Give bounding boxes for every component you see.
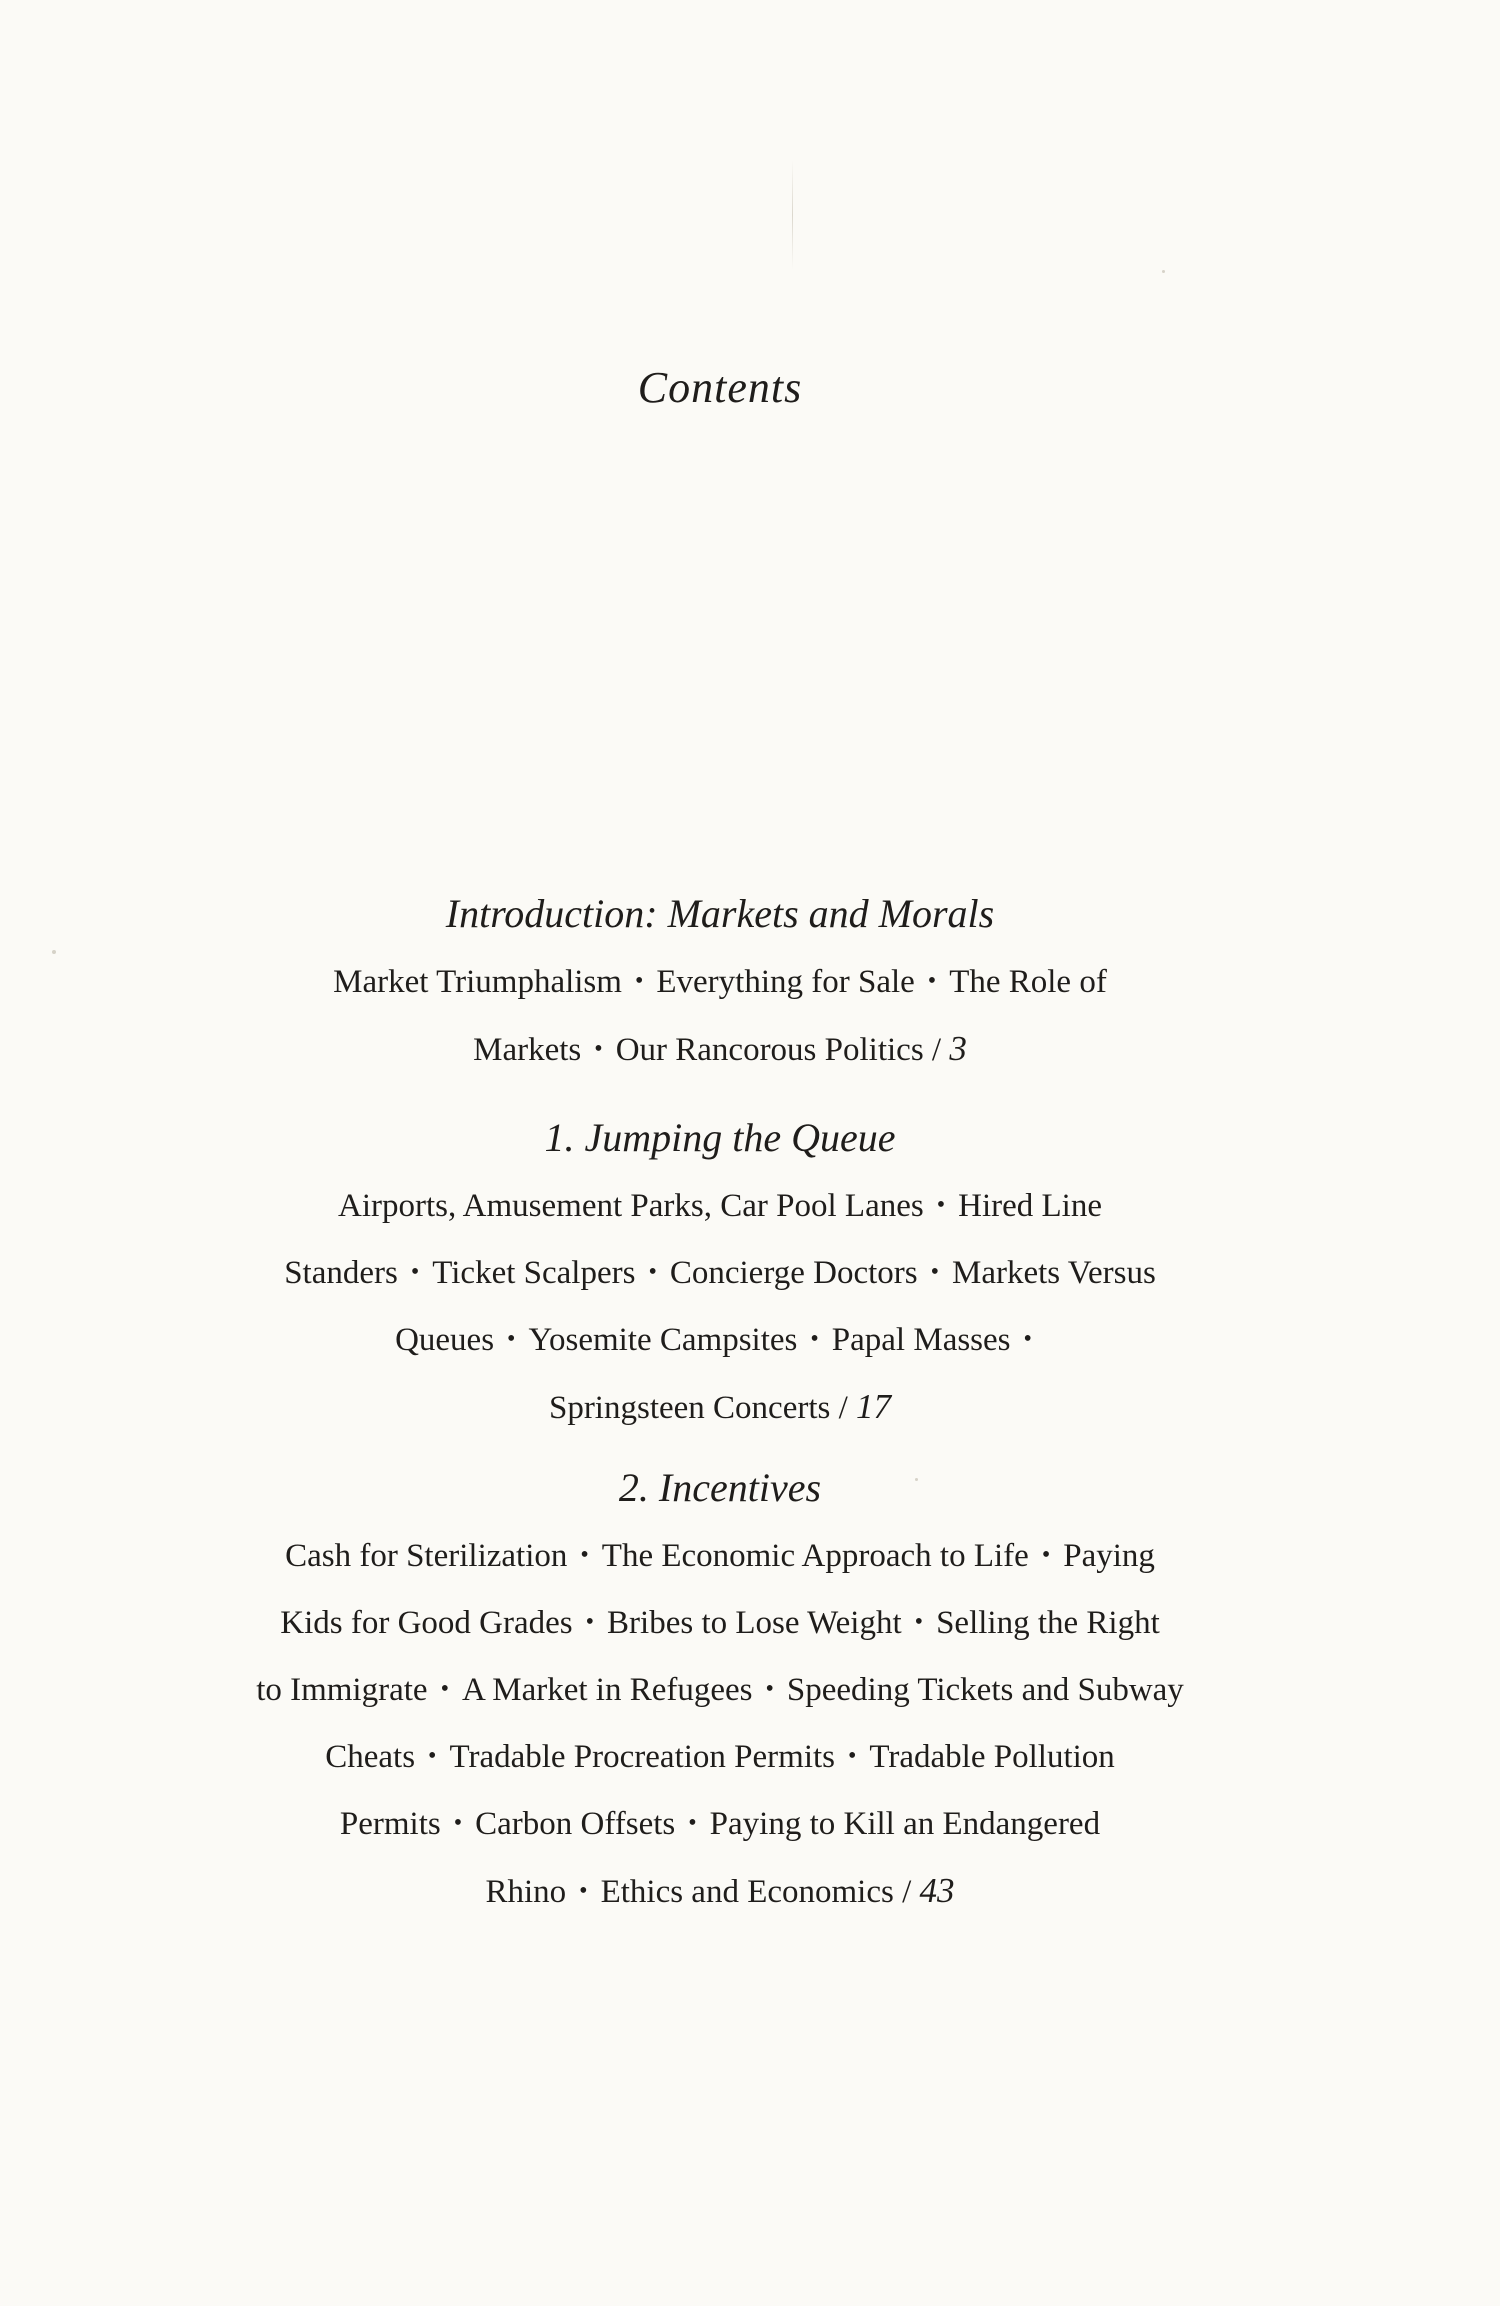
toc-entry-line <box>0 1241 1440 1308</box>
toc-entry-line <box>0 1591 1440 1658</box>
bullet-separator: • <box>594 1036 603 1062</box>
toc-topic: The Role of <box>949 964 1107 1000</box>
toc-entry-line <box>0 950 1440 1017</box>
toc-entry-line <box>0 1017 1440 1085</box>
scan-crease <box>792 160 793 270</box>
toc-topic: Tradable Pollution <box>869 1739 1115 1775</box>
bullet-separator: • <box>927 968 937 994</box>
toc-topic: Rhino <box>485 1874 567 1910</box>
toc-topic: Cheats <box>325 1739 416 1775</box>
toc-topic: Speeding Tickets and Subway <box>786 1672 1184 1708</box>
bullet-separator: • <box>914 1609 924 1635</box>
toc-entry-line <box>0 1308 1440 1375</box>
toc-topic: Tradable Procreation Permits <box>449 1739 835 1775</box>
bullet-separator: • <box>580 1542 589 1568</box>
toc-topic: Yosemite Campsites <box>528 1322 798 1358</box>
bullet-separator: • <box>1023 1326 1032 1352</box>
bullet-separator: • <box>440 1676 449 1702</box>
section-heading: 1. Jumping the Queue <box>544 1115 896 1160</box>
toc-topic: A Market in Refugees <box>461 1672 753 1708</box>
toc-section-introduction[interactable] <box>0 884 1440 1085</box>
toc-topic: Springsteen Concerts / <box>548 1390 857 1426</box>
toc-topic: Everything for Sale <box>656 964 915 1000</box>
toc-topic: Airports, Amusement Parks, Car Pool Lanes <box>338 1188 924 1224</box>
toc-topic: Carbon Offsets <box>475 1806 676 1842</box>
toc-entry-line <box>0 1524 1440 1591</box>
bullet-separator: • <box>930 1259 939 1285</box>
section-entries <box>0 1524 1440 1927</box>
toc-entry-line <box>0 1375 1440 1440</box>
page-title: Contents <box>637 363 803 412</box>
toc-topic: Queues <box>395 1322 495 1358</box>
toc-topic: Ethics and Economics / <box>600 1874 920 1910</box>
page-number: 43 <box>919 1871 955 1910</box>
bullet-separator: • <box>585 1609 595 1635</box>
section-entries <box>0 950 1440 1085</box>
bullet-separator: • <box>810 1326 819 1352</box>
toc-section-chapter-1[interactable] <box>0 1108 1440 1440</box>
bullet-separator: • <box>848 1743 857 1769</box>
page-number: 3 <box>949 1029 967 1068</box>
section-heading: Introduction: Markets and Morals <box>445 891 995 936</box>
section-entries <box>0 1174 1440 1440</box>
bullet-separator: • <box>579 1878 588 1904</box>
toc-topic: Hired Line <box>958 1188 1102 1224</box>
bullet-separator: • <box>688 1810 697 1836</box>
toc-topic: Our Rancorous Politics / <box>615 1032 950 1068</box>
toc-topic: Paying <box>1063 1538 1155 1574</box>
section-heading: 2. Incentives <box>618 1465 822 1510</box>
bullet-separator: • <box>648 1259 657 1285</box>
scan-speck <box>1162 270 1165 273</box>
page-number: 17 <box>856 1387 892 1426</box>
bullet-separator: • <box>936 1192 946 1218</box>
bullet-separator: • <box>410 1259 420 1285</box>
toc-topic: Kids for Good Grades <box>280 1605 573 1641</box>
toc-entry-line <box>0 1658 1440 1725</box>
toc-topic: Ticket Scalpers <box>432 1255 636 1291</box>
bullet-separator: • <box>634 968 644 994</box>
toc-topic: to Immigrate <box>256 1672 428 1708</box>
toc-entry-line <box>0 1174 1440 1241</box>
bullet-separator: • <box>453 1810 463 1836</box>
toc-entry-line <box>0 1792 1440 1859</box>
toc-topic: Market Triumphalism <box>333 964 622 1000</box>
toc-topic: The Economic Approach to Life <box>601 1538 1029 1574</box>
toc-topic: Papal Masses <box>831 1322 1011 1358</box>
toc-topic: Markets <box>473 1032 582 1068</box>
bullet-separator: • <box>765 1676 774 1702</box>
bullet-separator: • <box>428 1743 437 1769</box>
toc-topic: Markets Versus <box>952 1255 1156 1291</box>
toc-topic: Bribes to Lose Weight <box>607 1605 902 1641</box>
bullet-separator: • <box>507 1326 516 1352</box>
toc-topic: Cash for Sterilization <box>285 1538 568 1574</box>
toc-topic: Standers <box>284 1255 398 1291</box>
toc-section-chapter-2[interactable] <box>0 1458 1440 1927</box>
toc-entry-line <box>0 1725 1440 1792</box>
toc-entry-line <box>0 1859 1440 1927</box>
toc-topic: Selling the Right <box>936 1605 1160 1641</box>
toc-topic: Paying to Kill an Endangered <box>709 1806 1101 1842</box>
bullet-separator: • <box>1041 1542 1051 1568</box>
toc-topic: Permits <box>339 1806 441 1842</box>
toc-topic: Concierge Doctors <box>669 1255 918 1291</box>
